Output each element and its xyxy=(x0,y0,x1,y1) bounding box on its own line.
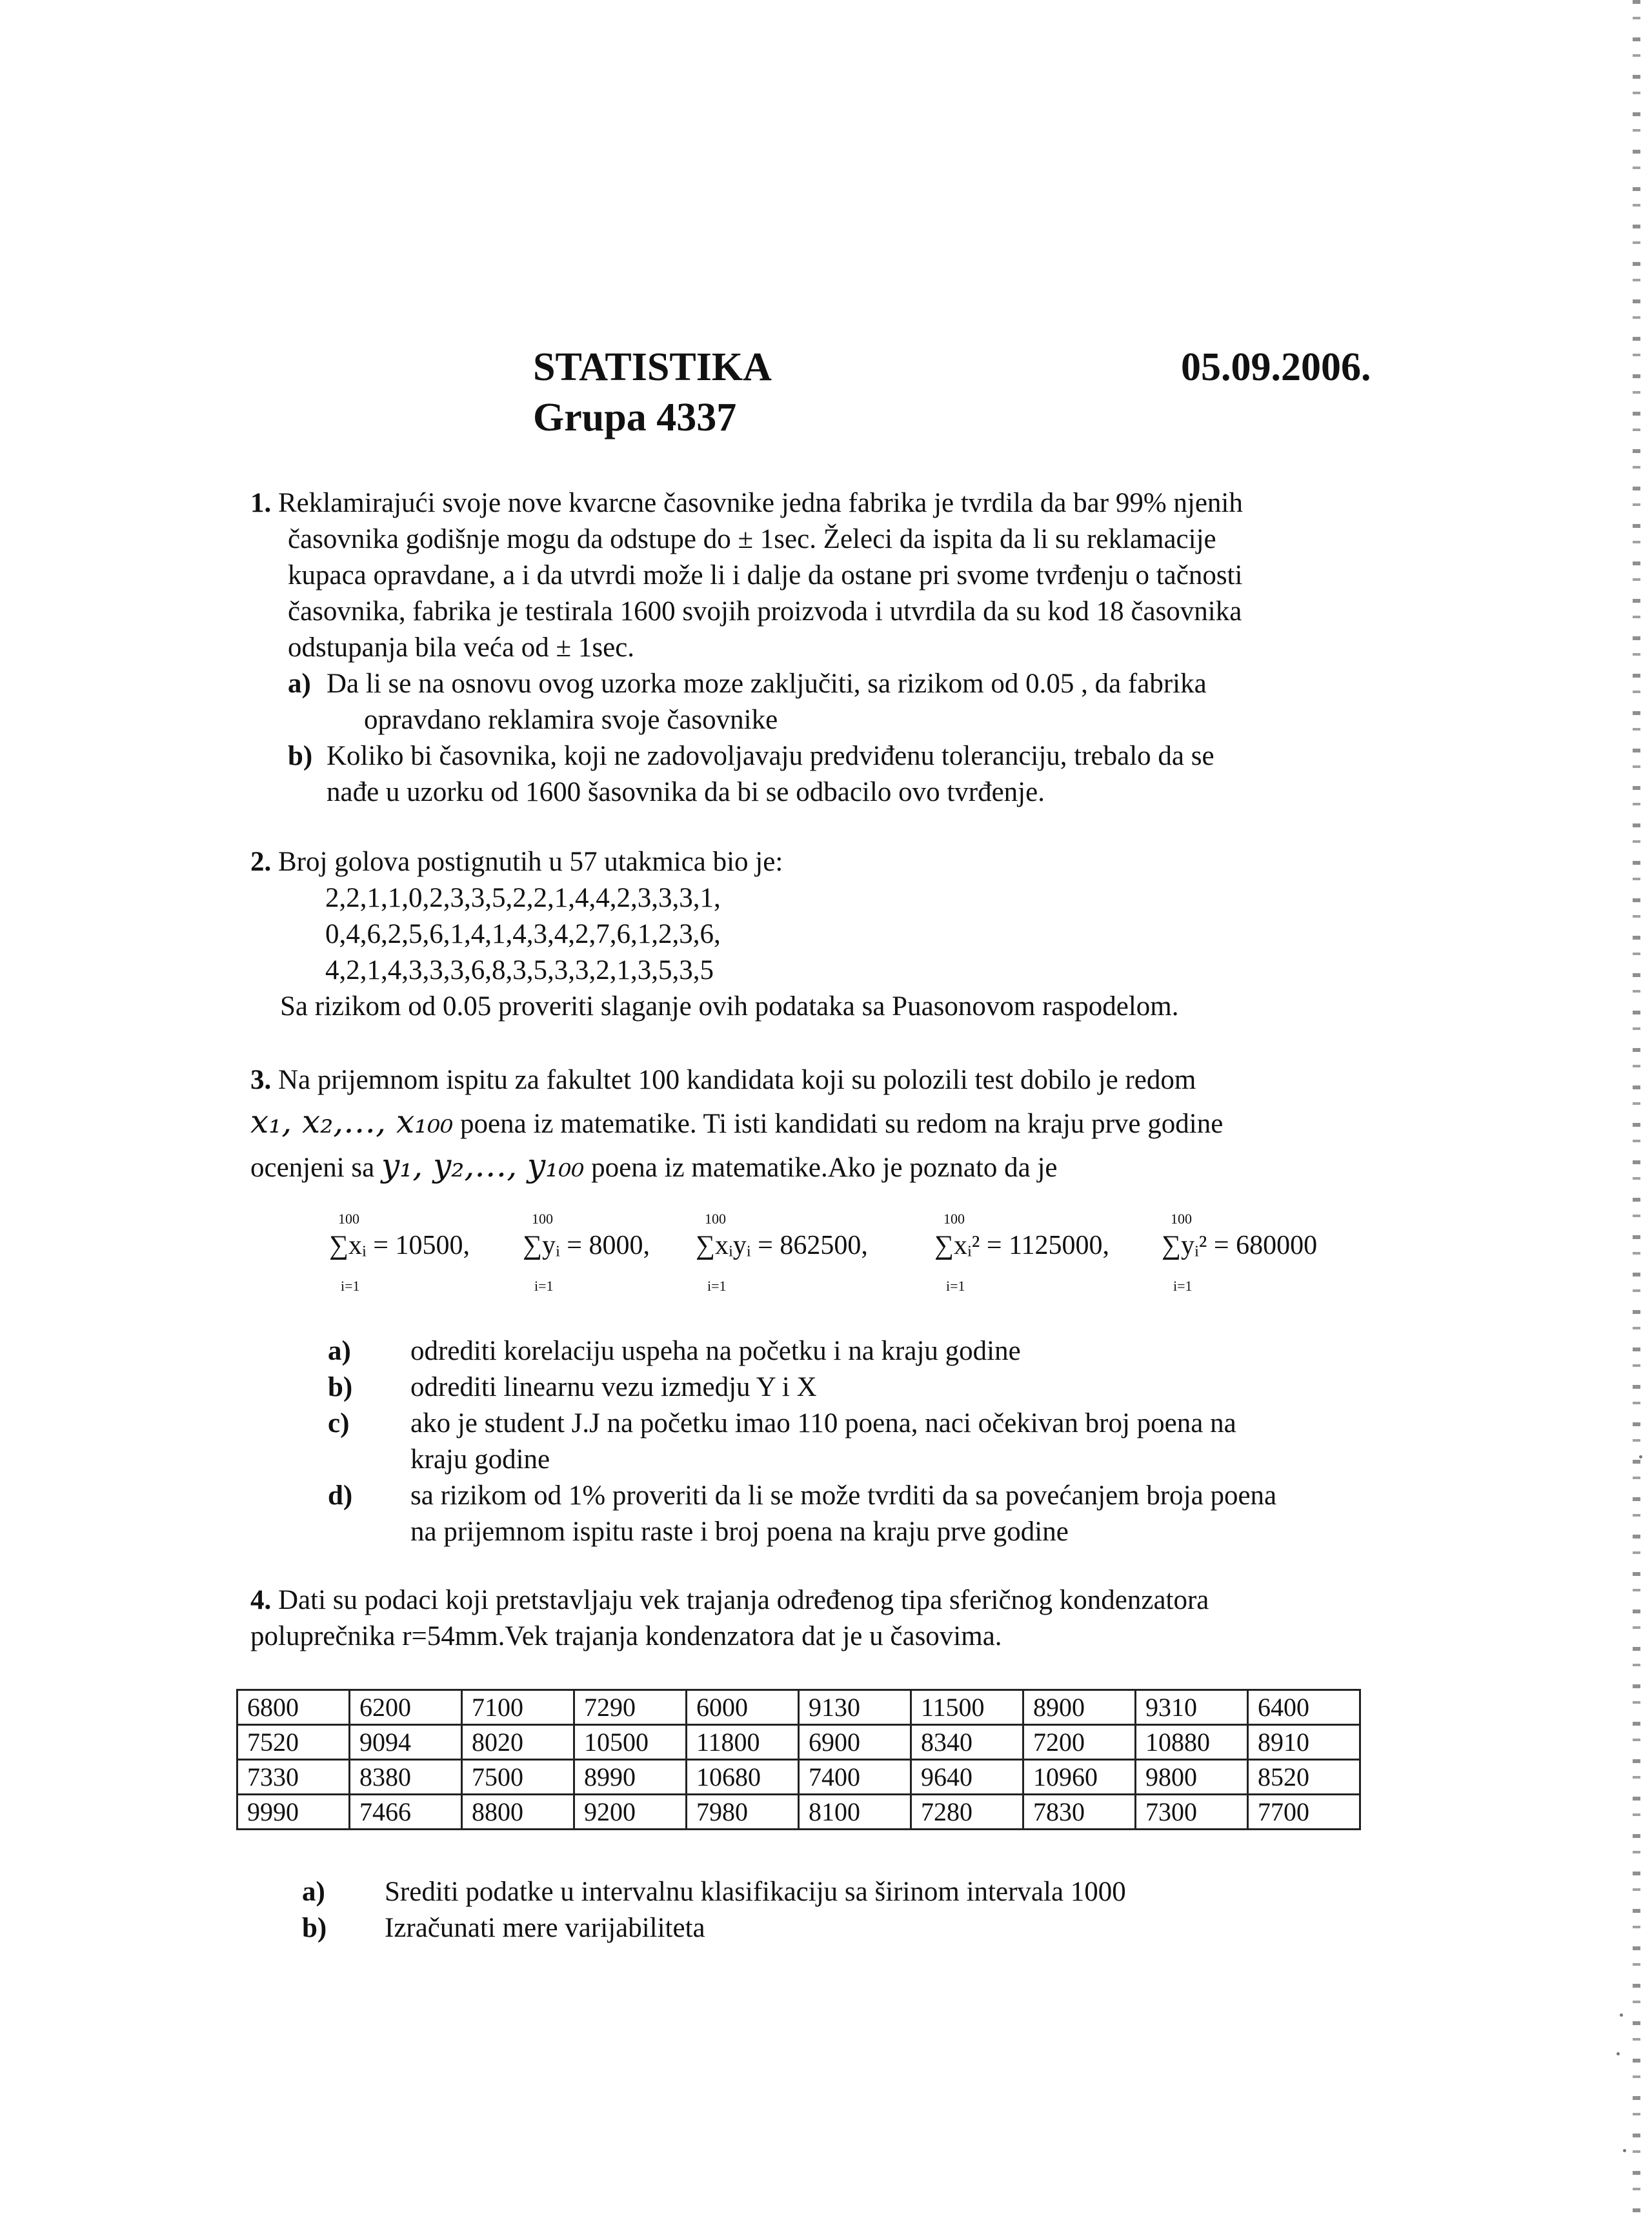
table-cell: 11500 xyxy=(911,1690,1023,1725)
subquestion-a xyxy=(302,1874,1386,1910)
table-cell: 8900 xyxy=(1023,1690,1136,1725)
question-task: Sa rizikom od 0.05 proveriti slaganje ovih podataka sa Puasonovom raspodelom. xyxy=(280,991,1179,1022)
table-cell: 7500 xyxy=(462,1760,574,1795)
subquestion-label: a) xyxy=(302,1877,325,1907)
sum-lower-limit: i=1 xyxy=(1173,1278,1193,1294)
sum-expression: ∑xᵢ = 10500, xyxy=(329,1231,470,1260)
goals-data-line: 4,2,1,4,3,3,3,6,8,3,5,3,3,2,1,3,5,3,5 xyxy=(325,955,714,985)
question-3-items xyxy=(250,1333,1386,1550)
question-number: 1. xyxy=(250,488,272,518)
subquestion-text-line: Koliko bi časovnika, koji ne zadovoljavaju predviđenu toleranciju, trebalo da se xyxy=(327,741,1214,771)
question-2 xyxy=(250,844,1386,1025)
question-3 xyxy=(250,1060,1386,1189)
subquestion-a xyxy=(328,1333,1386,1369)
table-cell: 9130 xyxy=(799,1690,911,1725)
question-number: 3. xyxy=(250,1065,272,1095)
table-cell: 8910 xyxy=(1248,1725,1360,1760)
table-cell: 6800 xyxy=(237,1690,350,1725)
table-row xyxy=(237,1690,1360,1725)
x-sequence: x₁, x₂,…, x₁₀₀ xyxy=(250,1103,454,1140)
table-cell: 8100 xyxy=(799,1795,911,1830)
sum-lower-limit: i=1 xyxy=(946,1278,965,1294)
table-cell: 7520 xyxy=(237,1725,350,1760)
table-cell: 11800 xyxy=(687,1725,799,1760)
subquestion-d xyxy=(328,1478,1386,1550)
exam-title: STATISTIKA xyxy=(533,345,772,389)
scan-speck xyxy=(1617,2052,1620,2055)
subquestion-label: c) xyxy=(328,1408,350,1438)
subquestion-text-line: kraju godine xyxy=(410,1444,550,1475)
subquestion-text-line: Izračunati mere varijabiliteta xyxy=(385,1913,705,1943)
subquestion-b xyxy=(328,1369,1386,1406)
subquestion-text-line: Da li se na osnovu ovog uzorka moze zaključiti, sa rizikom od 0.05 , da fabrika xyxy=(327,669,1207,699)
subquestion-text-line: odrediti korelaciju uspeha na početku i na kraju godine xyxy=(410,1336,1021,1366)
subquestion-a xyxy=(250,666,1386,738)
subquestion-text-line: odrediti linearnu vezu izmedju Y i X xyxy=(410,1372,817,1402)
table-cell: 10680 xyxy=(687,1760,799,1795)
question-number: 4. xyxy=(250,1585,272,1615)
table-cell: 10880 xyxy=(1136,1725,1248,1760)
subquestion-label: b) xyxy=(288,741,313,771)
table-row xyxy=(237,1725,1360,1760)
sum-expression: ∑yᵢ² = 680000 xyxy=(1162,1231,1318,1260)
exam-date: 05.09.2006. xyxy=(1181,345,1371,389)
subquestion-text-line: sa rizikom od 1% proveriti da li se može tvrditi da sa povećanjem broja poena xyxy=(410,1480,1277,1511)
table-cell: 7100 xyxy=(462,1690,574,1725)
table-cell: 8520 xyxy=(1248,1760,1360,1795)
goals-data-line: 2,2,1,1,0,2,3,3,5,2,2,1,4,4,2,3,3,3,1, xyxy=(325,883,721,913)
table-cell: 7400 xyxy=(799,1760,911,1795)
table-cell: 8800 xyxy=(462,1795,574,1830)
table-cell: 7300 xyxy=(1136,1795,1248,1830)
subquestion-label: b) xyxy=(302,1913,327,1943)
question-text-line: Reklamirajući svoje nove kvarcne časovnike jedna fabrika je tvrdila da bar 99% njenih xyxy=(278,488,1243,518)
table-cell: 6400 xyxy=(1248,1690,1360,1725)
subquestion-text-line: Srediti podatke u intervalnu klasifikaciju sa širinom intervala 1000 xyxy=(385,1877,1126,1907)
scan-speck xyxy=(1623,2149,1626,2152)
sum-upper-limit: 100 xyxy=(1171,1211,1192,1227)
table-cell: 8020 xyxy=(462,1725,574,1760)
table-row xyxy=(237,1760,1360,1795)
question-text-line: časovnika godišnje mogu da odstupe do ± 1sec. Želeci da ispita da li su reklamacije xyxy=(288,524,1216,554)
table-cell: 6900 xyxy=(799,1725,911,1760)
question-text-line: Na prijemnom ispitu za fakultet 100 kandidata koji su polozili test dobilo je redom xyxy=(278,1065,1196,1095)
scan-speck xyxy=(1620,2013,1623,2017)
question-text-line: odstupanja bila veća od ± 1sec. xyxy=(288,632,635,663)
question-text-line: poena iz matematike. Ti isti kandidati su redom na kraju prve godine xyxy=(460,1109,1224,1139)
table-cell: 7466 xyxy=(350,1795,462,1830)
table-cell: 9094 xyxy=(350,1725,462,1760)
question-text-line: poluprečnika r=54mm.Vek trajanja kondenzatora dat je u časovima. xyxy=(250,1621,1002,1651)
table-cell: 7290 xyxy=(574,1690,687,1725)
subquestion-text-line: nađe u uzorku od 1600 šasovnika da bi se odbacilo ovo tvrđenje. xyxy=(327,777,1045,807)
table-cell: 6000 xyxy=(687,1690,799,1725)
table-cell: 7700 xyxy=(1248,1795,1360,1830)
table-cell: 8990 xyxy=(574,1760,687,1795)
table-cell: 7200 xyxy=(1023,1725,1136,1760)
scan-edge-artifact xyxy=(1633,0,1640,2220)
lifetime-data-table xyxy=(236,1689,1361,1830)
subquestion-label: a) xyxy=(328,1336,351,1366)
subquestion-c xyxy=(328,1406,1386,1478)
subquestion-text-line: opravdano reklamira svoje časovnike xyxy=(364,705,778,735)
y-sequence: y₁, y₂,…, y₁₀₀ xyxy=(381,1147,585,1184)
table-cell: 10960 xyxy=(1023,1760,1136,1795)
subquestion-label: b) xyxy=(328,1372,353,1402)
subquestion-text-line: ako je student J.J na početku imao 110 poena, naci očekivan broj poena na xyxy=(410,1408,1236,1438)
sum-upper-limit: 100 xyxy=(338,1211,359,1227)
table-row xyxy=(237,1795,1360,1830)
table-cell: 9310 xyxy=(1136,1690,1248,1725)
table-cell: 7330 xyxy=(237,1760,350,1795)
table-cell: 8380 xyxy=(350,1760,462,1795)
table-cell: 9800 xyxy=(1136,1760,1248,1795)
sum-expression: ∑xᵢ² = 1125000, xyxy=(934,1231,1110,1260)
question-4-items xyxy=(250,1874,1386,1946)
table-cell: 7280 xyxy=(911,1795,1023,1830)
table-cell: 9640 xyxy=(911,1760,1023,1795)
subquestion-b xyxy=(302,1910,1386,1946)
subquestion-b xyxy=(250,738,1386,811)
table-cell: 9990 xyxy=(237,1795,350,1830)
exam-group: Grupa 4337 xyxy=(533,396,737,439)
question-text-line: časovnika, fabrika je testirala 1600 svojih proizvoda i utvrdila da su kod 18 časovnika xyxy=(288,596,1242,627)
goals-data-line: 0,4,6,2,5,6,1,4,1,4,3,4,2,7,6,1,2,3,6, xyxy=(325,919,721,949)
subquestion-label: a) xyxy=(288,669,311,699)
sum-upper-limit: 100 xyxy=(532,1211,553,1227)
table-cell: 6200 xyxy=(350,1690,462,1725)
sum-upper-limit: 100 xyxy=(705,1211,726,1227)
subquestion-label: d) xyxy=(328,1480,353,1511)
sum-expression: ∑xᵢyᵢ = 862500, xyxy=(696,1231,868,1260)
question-number: 2. xyxy=(250,847,272,877)
sum-upper-limit: 100 xyxy=(943,1211,965,1227)
question-text-line: Dati su podaci koji pretstavljaju vek trajanja određenog tipa sferičnog kondenzatora xyxy=(278,1585,1209,1615)
sum-lower-limit: i=1 xyxy=(341,1278,360,1294)
sum-lower-limit: i=1 xyxy=(707,1278,727,1294)
question-text-line: poena iz matematike.Ako je poznato da je xyxy=(591,1153,1058,1183)
table-cell: 8340 xyxy=(911,1725,1023,1760)
subquestion-text-line: na prijemnom ispitu raste i broj poena na kraju prve godine xyxy=(410,1517,1069,1547)
question-intro: Broj golova postignutih u 57 utakmica bio je: xyxy=(278,847,783,877)
table-cell: 7830 xyxy=(1023,1795,1136,1830)
question-text-line: ocenjeni sa xyxy=(250,1153,375,1183)
question-1 xyxy=(250,485,1386,811)
sum-lower-limit: i=1 xyxy=(534,1278,554,1294)
table-cell: 10500 xyxy=(574,1725,687,1760)
question-4 xyxy=(250,1582,1386,1655)
sum-expression: ∑yᵢ = 8000, xyxy=(523,1231,650,1260)
table-cell: 9200 xyxy=(574,1795,687,1830)
table-cell: 7980 xyxy=(687,1795,799,1830)
question-text-line: kupaca opravdane, a i da utvrdi može li i dalje da ostane pri svome tvrđenju o tačnosti xyxy=(288,560,1243,590)
scan-speck xyxy=(1639,1455,1642,1458)
